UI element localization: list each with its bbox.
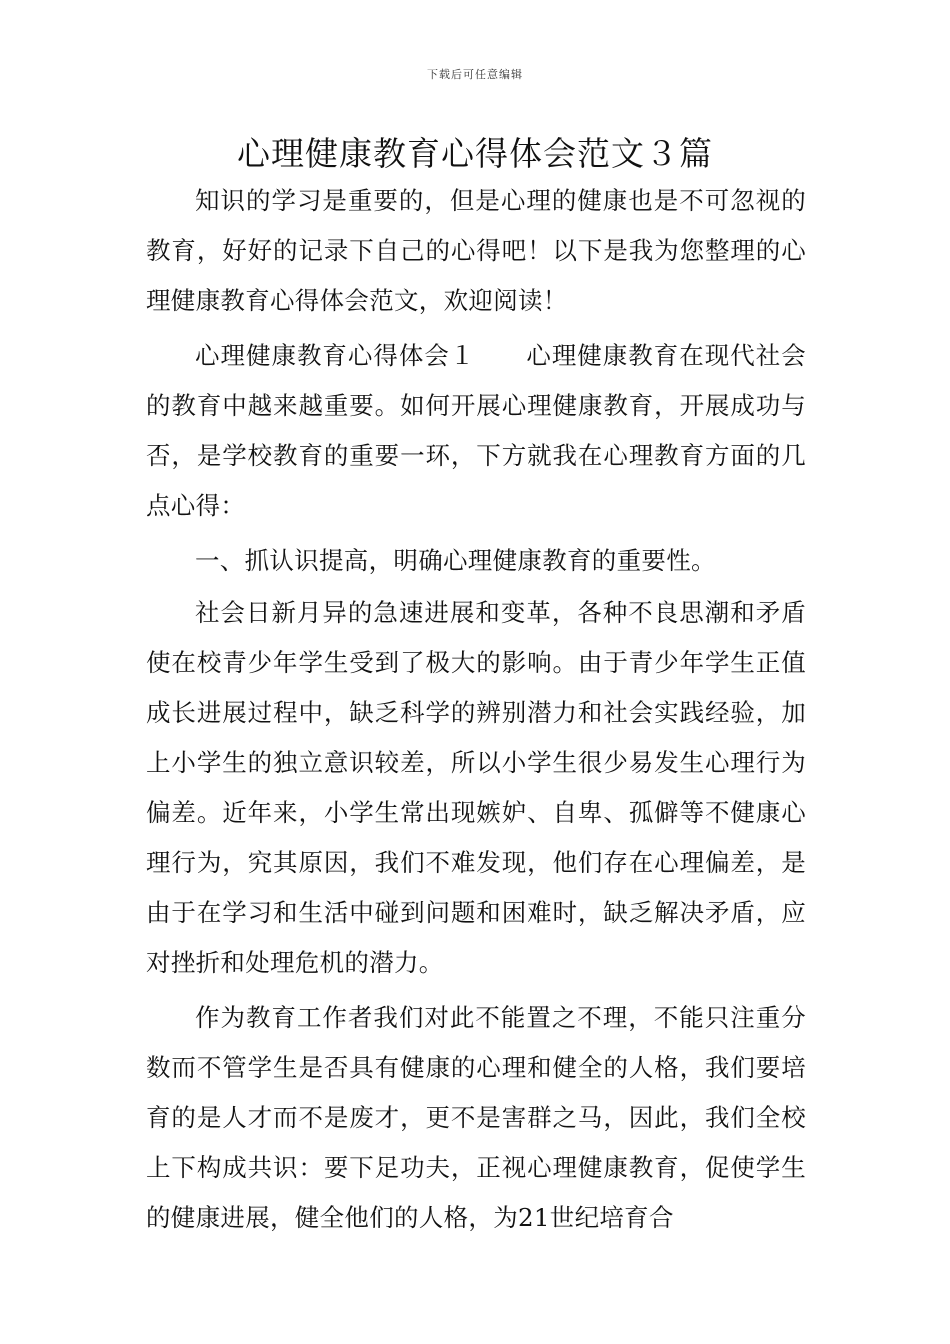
paragraph-intro: 知识的学习是重要的，但是心理的健康也是不可忽视的教育，好好的记录下自己的心得吧！以下是我为您整理的心理健康教育心得体会范文，欢迎阅读！: [146, 186, 806, 315]
document-title: 心理健康教育心得体会范文３篇: [237, 134, 713, 173]
paragraph-social-change: 社会日新月异的急速进展和变革，各种不良思潮和矛盾使在校青少年学生受到了极大的影响。由于青少年学生正值成长进展过程中，缺乏科学的辨别潜力和社会实践经验，加上小学生的独立意识较差，所以小学生很少易发生心理行为偏差。近年来，小学生常出现嫉妒、自卑、孤僻等不健康心理行为，究其原因，我们不难发现，他们存在心理偏差，是由于在学习和生活中碰到问题和困难时，缺乏解决矛盾，应对挫折和处理危机的潜力。: [146, 598, 806, 977]
header-note: 下载后可任意编辑: [427, 68, 523, 81]
paragraph-heading-1: 一、抓认识提高，明确心理健康教育的重要性。: [195, 546, 716, 575]
paragraph-section-1-intro: 心理健康教育心得体会１ 心理健康教育在现代社会的教育中越来越重要。如何开展心理健康教育，开展成功与否，是学校教育的重要一环，下方就我在心理教育方面的几点心得：: [146, 341, 806, 520]
document-body: [146, 176, 806, 1248]
paragraph-educator-role: 作为教育工作者我们对此不能置之不理，不能只注重分数而不管学生是否具有健康的心理和健全的人格，我们要培育的是人才而不是废才，更不是害群之马，因此，我们全校上下构成共识：要下足功夫，正视心理健康教育，促使学生的健康进展，健全他们的人格，为21世纪培育合: [146, 1003, 806, 1232]
